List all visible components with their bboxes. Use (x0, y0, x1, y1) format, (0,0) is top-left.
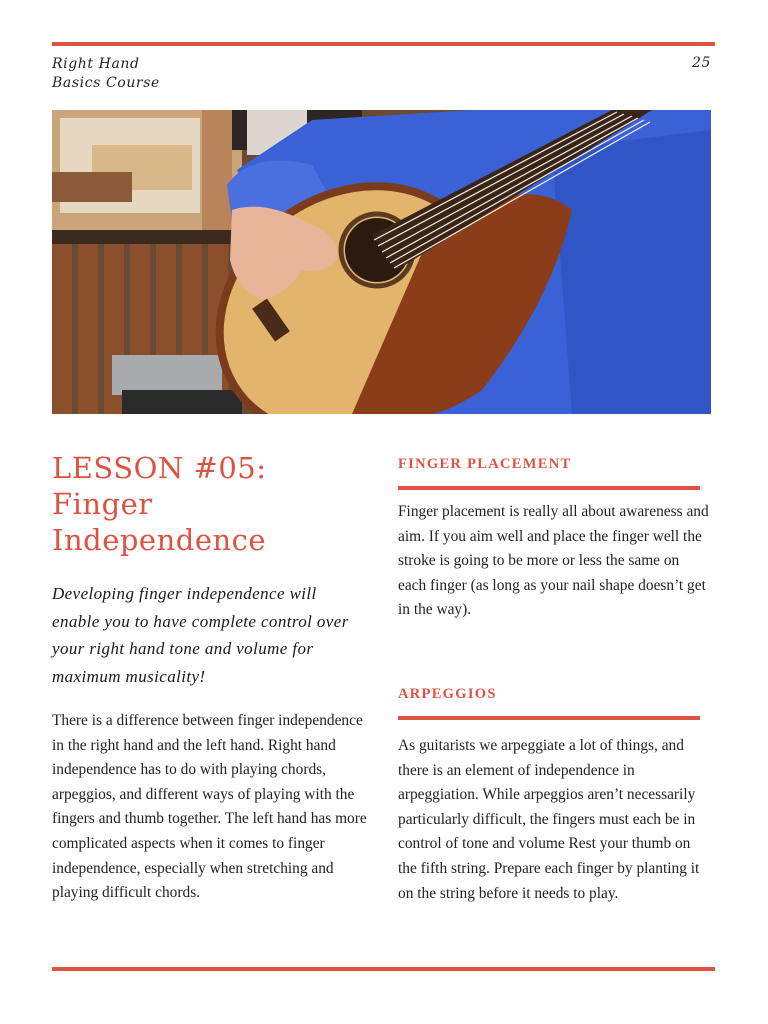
guitar-player-photo (52, 110, 711, 414)
lesson-title (52, 450, 372, 558)
lesson-title-line3: Independence (52, 523, 267, 557)
section-rule (398, 486, 700, 490)
section-rule (398, 716, 700, 720)
course-title-line1: Right Hand (52, 56, 140, 72)
bottom-rule (52, 967, 715, 971)
lesson-number: LESSON #05: (52, 451, 267, 485)
lesson-intro: Developing finger independence will enable you to have complete control over your right hand tone and volume for maximum musicality! (52, 584, 349, 686)
section-heading-finger-placement: FINGER PLACEMENT (398, 456, 572, 472)
section-heading-arpeggios: ARPEGGIOS (398, 686, 497, 702)
lesson-body: There is a difference between finger independence in the right hand and the left hand. Right hand independence has to do with playing chords, arpeggios, and different ways of playing with the fingers and thumb together. The left hand has more complicated aspects when it comes to finger independence, especially when stretching and playing difficult chords. (52, 712, 367, 902)
course-title-line2: Basics Course (52, 75, 160, 91)
page-number: 25 (691, 55, 711, 71)
top-rule (52, 42, 715, 46)
course-title (52, 55, 160, 93)
section-body-finger-placement: Finger placement is really all about awareness and aim. If you aim well and place the finger well the stroke is going to be more or less the same on each finger (as long as your nail shape doesn’t get in the way). (398, 503, 709, 619)
lesson-title-line2: Finger (52, 487, 153, 521)
section-body-arpeggios: As guitarists we arpeggiate a lot of things, and there is an element of independence in arpeggiation. While arpeggios aren’t necessarily particularly difficult, the fingers must each be in control of tone and volume Rest your thumb on the fifth string. Prepare each finger by planting it on the string before it needs to play. (398, 737, 700, 902)
